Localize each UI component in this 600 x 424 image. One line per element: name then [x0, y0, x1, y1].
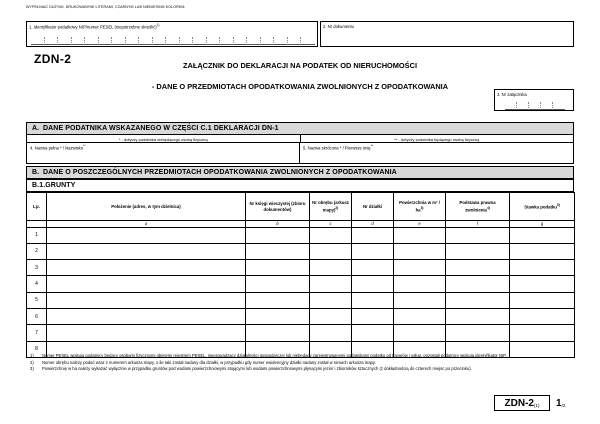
cell-polozenie[interactable] [47, 276, 246, 292]
footnote-3-text: Powierzchnię w ha należy wykazać wyłącznie w przypadku gruntów pod wodami powierzchniowymi stojącymi lub wodami powierzchniowymi płynącymi jezior i zbiorników sztucznych (z dokładnością do czterech miejsc po przecinku). [42, 366, 472, 372]
attachment-char-cell[interactable] [505, 102, 517, 110]
cell-ksiega-wieczysta[interactable] [246, 276, 310, 292]
taxpayer-id-label: 1. Identyfikator podatkowy NIP/numer PESEL (niepotrzebne skreślić)$^{1)}$ [29, 22, 160, 29]
id-char-cell[interactable] [288, 37, 302, 45]
cell-stawka[interactable] [510, 243, 575, 259]
section-b-header [26, 166, 574, 179]
cell-lp: 3 [27, 260, 47, 276]
cell-ksiega-wieczysta[interactable] [246, 292, 310, 308]
cell-podstawa-prawna[interactable] [446, 227, 510, 243]
footnotes [30, 353, 575, 373]
id-char-cell[interactable] [58, 37, 72, 45]
cell-ksiega-wieczysta[interactable] [246, 260, 310, 276]
id-char-cell[interactable] [31, 37, 45, 45]
col-letter-a: a [47, 221, 246, 228]
cell-stawka[interactable] [510, 292, 575, 308]
cell-powierzchnia[interactable] [394, 227, 446, 243]
cell-nr-obrebu[interactable] [310, 276, 352, 292]
footnote-1-number: 1) [30, 353, 34, 358]
cell-powierzchnia[interactable] [394, 292, 446, 308]
col-letter-b: b [246, 221, 310, 228]
footnote-ref-3: 3) [420, 205, 424, 210]
col-letter-d: d [352, 221, 394, 228]
cell-ksiega-wieczysta[interactable] [246, 308, 310, 324]
cell-nr-dzialki[interactable] [352, 243, 394, 259]
cell-ksiega-wieczysta[interactable] [246, 227, 310, 243]
form-title-line-2: - DANE O PRZEDMIOTACH OPODATKOWANIA ZWOLNIONYCH Z OPODATKOWANIA [151, 82, 449, 91]
id-char-cell[interactable] [166, 37, 180, 45]
section-a-header [26, 122, 574, 135]
id-char-cell[interactable] [112, 37, 126, 45]
cell-stawka[interactable] [510, 325, 575, 341]
cell-nr-obrebu[interactable] [310, 292, 352, 308]
id-char-cell[interactable] [99, 37, 113, 45]
table-row [27, 276, 575, 292]
col-letter-e: e [394, 221, 446, 228]
cell-lp: 1 [27, 227, 47, 243]
id-char-cell[interactable] [180, 37, 194, 45]
field-full-name-marker: ** [83, 144, 86, 148]
form-title-line-1: ZAŁĄCZNIK DO DEKLARACJI NA PODATEK OD NIERUCHOMOŚCI [182, 61, 418, 70]
footnote-3 [30, 366, 575, 372]
attachment-number-label: 3. Nr załącznika [497, 91, 527, 97]
cell-polozenie[interactable] [47, 308, 246, 324]
footer-page-current: 1 [556, 397, 562, 409]
cell-nr-obrebu[interactable] [310, 260, 352, 276]
id-char-cell[interactable] [72, 37, 86, 45]
col-header-polozenie: Położenie (adres, w tym dzielnica) [47, 193, 246, 221]
footnote-ref-1: 1) [156, 22, 160, 27]
cell-polozenie[interactable] [47, 243, 246, 259]
footnote-ref-4: 4) [486, 205, 490, 210]
id-char-cell[interactable] [139, 37, 153, 45]
cell-nr-obrebu[interactable] [310, 308, 352, 324]
id-char-cell[interactable] [193, 37, 207, 45]
col-header-powierzchnia: Powierzchnia w $m^2 / ha^{3)}$ [394, 193, 446, 221]
cell-powierzchnia[interactable] [394, 308, 446, 324]
cell-stawka[interactable] [510, 276, 575, 292]
id-char-cell[interactable] [234, 37, 248, 45]
section-a-fields [26, 143, 574, 164]
cell-podstawa-prawna[interactable] [446, 260, 510, 276]
cell-nr-dzialki[interactable] [352, 292, 394, 308]
cell-nr-dzialki[interactable] [352, 276, 394, 292]
cell-lp: 2 [27, 243, 47, 259]
attachment-char-cell[interactable] [517, 102, 529, 110]
footnote-3-number: 3) [30, 366, 34, 372]
cell-polozenie[interactable] [47, 260, 246, 276]
cell-stawka[interactable] [510, 260, 575, 276]
attachment-number-input[interactable] [505, 102, 565, 110]
field-short-name-label: 5. Nazwa skrócona * / Pierwsze imię [303, 145, 371, 151]
field-full-name-label: 4. Nazwa pełna * / Nazwisko [30, 145, 84, 151]
id-char-cell[interactable] [220, 37, 234, 45]
taxpayer-id-box[interactable] [26, 21, 318, 47]
cell-nr-dzialki[interactable] [352, 325, 394, 341]
cell-lp: 8 [27, 341, 47, 357]
footer-form-code-text: ZDN-2 [504, 397, 534, 409]
cell-podstawa-prawna[interactable] [446, 308, 510, 324]
footnote-ref-2: 2) [335, 205, 339, 210]
footer-form-code [494, 395, 550, 411]
id-char-cell[interactable] [247, 37, 261, 45]
cell-polozenie[interactable] [47, 227, 246, 243]
col-header-ksiega-wieczysta: Nr księgi wieczystej (zbioru dokumentów) [246, 193, 310, 221]
id-char-cell[interactable] [301, 37, 315, 45]
table-row [27, 243, 575, 259]
taxpayer-id-input[interactable] [31, 37, 315, 45]
cell-lp: 6 [27, 308, 47, 324]
cell-ksiega-wieczysta[interactable] [246, 325, 310, 341]
section-a-note-left: * - dotyczy podatnika niebędącego osobą fizyczną [27, 135, 301, 142]
footnote-2-number: 2) [30, 359, 34, 365]
section-b1-header [26, 179, 574, 192]
col-header-stawka: Stawka podatku$^{5)}$ [510, 193, 575, 221]
cell-stawka[interactable] [510, 308, 575, 324]
section-b-title: DANE O POSZCZEGÓLNYCH PRZEDMIOTACH OPODATKOWANIA ZWOLNIONYCH Z OPODATKOWANIA [43, 169, 397, 176]
form-code: ZDN-2 [34, 52, 72, 66]
col-letter-c: c [310, 221, 352, 228]
field-short-name-marker: ** [370, 144, 374, 148]
footnote-1-text: Numer PESEL wpisują podatnicy będący osobami fizycznymi objętymi rejestrem PESEL, nieprowadzący działalności gospodarczej lub niebędący zarejestrowanymi podatnikami podatku od towarów i usług, pozostali podatnicy wpisują identyfikator NIP. [42, 353, 507, 358]
attachment-number-box[interactable] [494, 89, 574, 111]
footer-page-total: /2 [561, 402, 566, 408]
table-row [27, 292, 575, 308]
cell-stawka[interactable] [510, 227, 575, 243]
id-char-cell[interactable] [85, 37, 99, 45]
footer-form-version: (1) [533, 402, 540, 408]
field-full-name[interactable] [27, 143, 300, 163]
cell-podstawa-prawna[interactable] [446, 243, 510, 259]
cell-podstawa-prawna[interactable] [446, 325, 510, 341]
cell-powierzchnia[interactable] [394, 276, 446, 292]
table-header-row [27, 193, 575, 221]
section-a-title: DANE PODATNIKA WSKAZANEGO W CZĘŚCI C.1 DEKLARACJI DN-1 [43, 125, 279, 132]
footnote-2 [30, 360, 575, 366]
cell-podstawa-prawna[interactable] [446, 292, 510, 308]
cell-powierzchnia[interactable] [394, 243, 446, 259]
cell-nr-dzialki[interactable] [352, 227, 394, 243]
cell-powierzchnia[interactable] [394, 260, 446, 276]
id-char-cell[interactable] [261, 37, 275, 45]
cell-polozenie[interactable] [47, 325, 246, 341]
section-a-notes [26, 135, 574, 143]
attachment-char-cell[interactable] [529, 102, 541, 110]
cell-nr-obrebu[interactable] [310, 325, 352, 341]
cell-polozenie[interactable] [47, 292, 246, 308]
fill-instruction-note: WYPEŁNIAĆ DUŻYMI, DRUKOWANYMI LITERAMI, CZARNYM LUB NIEBIESKIM KOLOREM. [26, 5, 186, 9]
attachment-char-cell[interactable] [553, 102, 565, 110]
col-header-nr-dzialki: Nr działki [352, 193, 394, 221]
section-a-letter: A. [32, 125, 40, 132]
id-char-cell[interactable] [45, 37, 59, 45]
col-letter-g: g [510, 221, 575, 228]
attachment-char-cell[interactable] [541, 102, 553, 110]
cell-podstawa-prawna[interactable] [446, 276, 510, 292]
table-row [27, 260, 575, 276]
footnote-2-text: Numer obrębu należy podać wraz z numerem arkusza mapy, o ile taki został nadany dla działki, w przypadku gdy numer ewidencyjny działki nadany został w ramach arkusza mapy. [42, 359, 376, 365]
grunty-table [26, 192, 575, 358]
section-b1-title: GRUNTY [45, 182, 76, 189]
cell-lp: 4 [27, 276, 47, 292]
section-b1-letter: B.1. [32, 182, 46, 189]
cell-lp: 5 [27, 292, 47, 308]
table-row [27, 325, 575, 341]
footnote-ref-5: 5) [556, 203, 560, 208]
section-a-note-right: ** - dotyczy podatnika będącego osobą fizyczną [394, 136, 480, 142]
field-short-name[interactable] [300, 143, 573, 163]
id-char-cell[interactable] [207, 37, 221, 45]
document-number-box[interactable] [320, 21, 574, 47]
cell-lp: 7 [27, 325, 47, 341]
footnote-1 [30, 353, 575, 359]
table-row [27, 227, 575, 243]
col-header-lp: Lp. [27, 193, 47, 221]
cell-nr-dzialki[interactable] [352, 308, 394, 324]
footer-page-number [556, 395, 576, 411]
cell-ksiega-wieczysta[interactable] [246, 243, 310, 259]
col-letter-f: f [446, 221, 510, 228]
document-number-label: 2. Nr dokumentu [323, 23, 354, 29]
col-header-podstawa-prawna: Podstawa prawna zwolnienia$^{4)}$ [446, 193, 510, 221]
cell-nr-dzialki[interactable] [352, 260, 394, 276]
id-char-cell[interactable] [153, 37, 167, 45]
cell-nr-obrebu[interactable] [310, 227, 352, 243]
cell-powierzchnia[interactable] [394, 325, 446, 341]
col-header-nr-obrebu: Nr obrębu (arkusz mapy)$^{2)}$ [310, 193, 352, 221]
id-char-cell[interactable] [126, 37, 140, 45]
table-row [27, 308, 575, 324]
id-char-cell[interactable] [274, 37, 288, 45]
cell-nr-obrebu[interactable] [310, 243, 352, 259]
section-b-letter: B. [32, 169, 40, 176]
